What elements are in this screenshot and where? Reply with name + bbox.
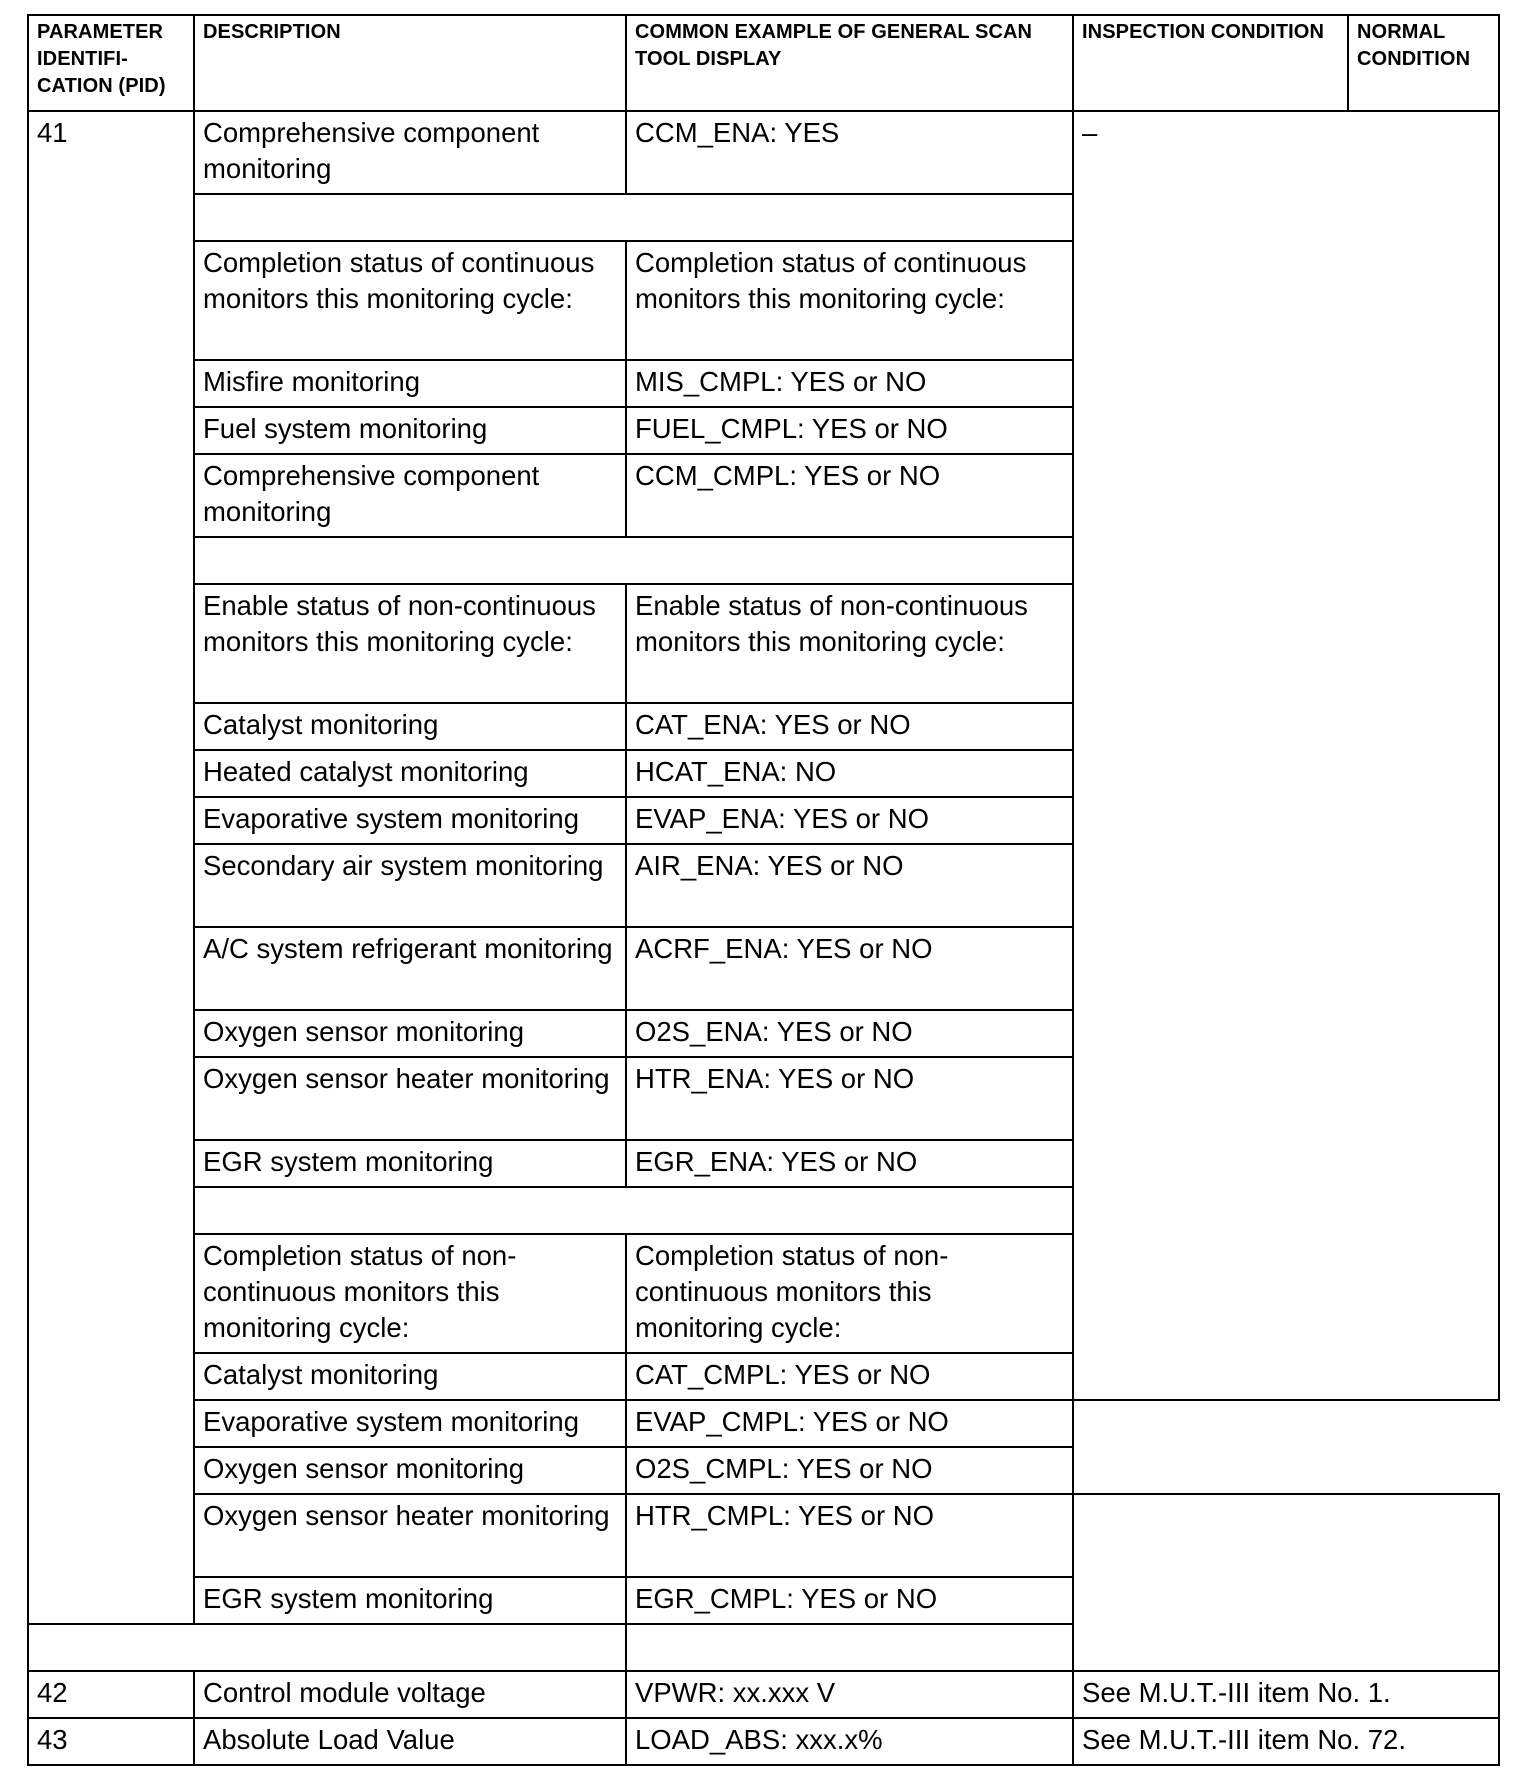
pid-cell: 42 xyxy=(28,1671,194,1718)
display-cell: MIS_CMPL: YES or NO xyxy=(626,360,1073,407)
description-cell: Enable status of non-continuous monitors this monitoring cycle: xyxy=(194,584,626,703)
display-cell: ACRF_ENA: YES or NO xyxy=(626,927,1073,1010)
display-cell: Completion status of non-continuous monitors this monitoring cycle: xyxy=(626,1234,1073,1353)
table-row xyxy=(28,1671,1499,1718)
pid-cell: 41 xyxy=(28,111,194,1624)
description-cell: Misfire monitoring xyxy=(194,360,626,407)
inspection-cell: – xyxy=(1073,111,1499,1400)
display-cell: EGR_ENA: YES or NO xyxy=(626,1140,1073,1187)
display-cell: CCM_ENA: YES xyxy=(626,111,1073,194)
description-cell: Completion status of non-continuous monitors this monitoring cycle: xyxy=(194,1234,626,1353)
header-inspection-condition: INSPECTION CONDITION xyxy=(1073,15,1348,111)
blank-inspection-cell xyxy=(1073,1494,1499,1671)
display-cell: EVAP_CMPL: YES or NO xyxy=(626,1400,1073,1447)
display-cell: HCAT_ENA: NO xyxy=(626,750,1073,797)
display-cell: O2S_CMPL: YES or NO xyxy=(626,1447,1073,1494)
description-cell: Heated catalyst monitoring xyxy=(194,750,626,797)
description-cell: EGR system monitoring xyxy=(194,1140,626,1187)
description-cell: Evaporative system monitoring xyxy=(194,797,626,844)
description-cell: Evaporative system monitoring xyxy=(194,1400,626,1447)
blank-cell xyxy=(28,1624,626,1671)
table-row xyxy=(28,111,1499,194)
display-cell: O2S_ENA: YES or NO xyxy=(626,1010,1073,1057)
header-description: DESCRIPTION xyxy=(194,15,626,111)
blank-cell xyxy=(194,537,1073,584)
table-row xyxy=(28,1447,1499,1494)
display-cell: EGR_CMPL: YES or NO xyxy=(626,1577,1073,1624)
table-row xyxy=(28,1494,1499,1577)
description-cell: A/C system refrigerant monitoring xyxy=(194,927,626,1010)
inspection-cell: See M.U.T.-III item No. 1. xyxy=(1073,1671,1499,1718)
display-cell: VPWR: xx.xxx V xyxy=(626,1671,1073,1718)
blank-cell xyxy=(194,1187,1073,1234)
display-cell: LOAD_ABS: xxx.x% xyxy=(626,1718,1073,1765)
display-cell: CAT_CMPL: YES or NO xyxy=(626,1353,1073,1400)
description-cell: Secondary air system monitoring xyxy=(194,844,626,927)
display-cell: Completion status of continuous monitors this monitoring cycle: xyxy=(626,241,1073,360)
table-body xyxy=(28,111,1499,1765)
display-cell: Enable status of non-continuous monitors this monitoring cycle: xyxy=(626,584,1073,703)
description-cell: EGR system monitoring xyxy=(194,1577,626,1624)
description-cell: Catalyst monitoring xyxy=(194,1353,626,1400)
header-pid: PARAMETER IDENTIFI-CATION (PID) xyxy=(28,15,194,111)
display-cell: EVAP_ENA: YES or NO xyxy=(626,797,1073,844)
description-cell: Oxygen sensor monitoring xyxy=(194,1447,626,1494)
header-scan-tool-display: COMMON EXAMPLE OF GENERAL SCAN TOOL DISPLAY xyxy=(626,15,1073,111)
description-cell: Comprehensive component monitoring xyxy=(194,111,626,194)
blank-cell xyxy=(194,194,1073,241)
header-normal-condition: NORMAL CONDITION xyxy=(1348,15,1499,111)
display-cell: FUEL_CMPL: YES or NO xyxy=(626,407,1073,454)
display-cell: CCM_CMPL: YES or NO xyxy=(626,454,1073,537)
table-row xyxy=(28,1718,1499,1765)
display-cell: HTR_ENA: YES or NO xyxy=(626,1057,1073,1140)
inspection-cell: See M.U.T.-III item No. 72. xyxy=(1073,1718,1499,1765)
description-cell: Absolute Load Value xyxy=(194,1718,626,1765)
pid-cell: 43 xyxy=(28,1718,194,1765)
description-cell: Comprehensive component monitoring xyxy=(194,454,626,537)
display-cell: HTR_CMPL: YES or NO xyxy=(626,1494,1073,1577)
table-header xyxy=(28,15,1499,111)
table-row xyxy=(28,1400,1499,1447)
description-cell: Catalyst monitoring xyxy=(194,703,626,750)
description-cell: Control module voltage xyxy=(194,1671,626,1718)
description-cell: Fuel system monitoring xyxy=(194,407,626,454)
description-cell: Completion status of continuous monitors this monitoring cycle: xyxy=(194,241,626,360)
description-cell: Oxygen sensor heater monitoring xyxy=(194,1057,626,1140)
pid-spec-table xyxy=(27,14,1500,1766)
description-cell: Oxygen sensor heater monitoring xyxy=(194,1494,626,1577)
display-cell: CAT_ENA: YES or NO xyxy=(626,703,1073,750)
display-cell: AIR_ENA: YES or NO xyxy=(626,844,1073,927)
header-row xyxy=(28,15,1499,111)
description-cell: Oxygen sensor monitoring xyxy=(194,1010,626,1057)
